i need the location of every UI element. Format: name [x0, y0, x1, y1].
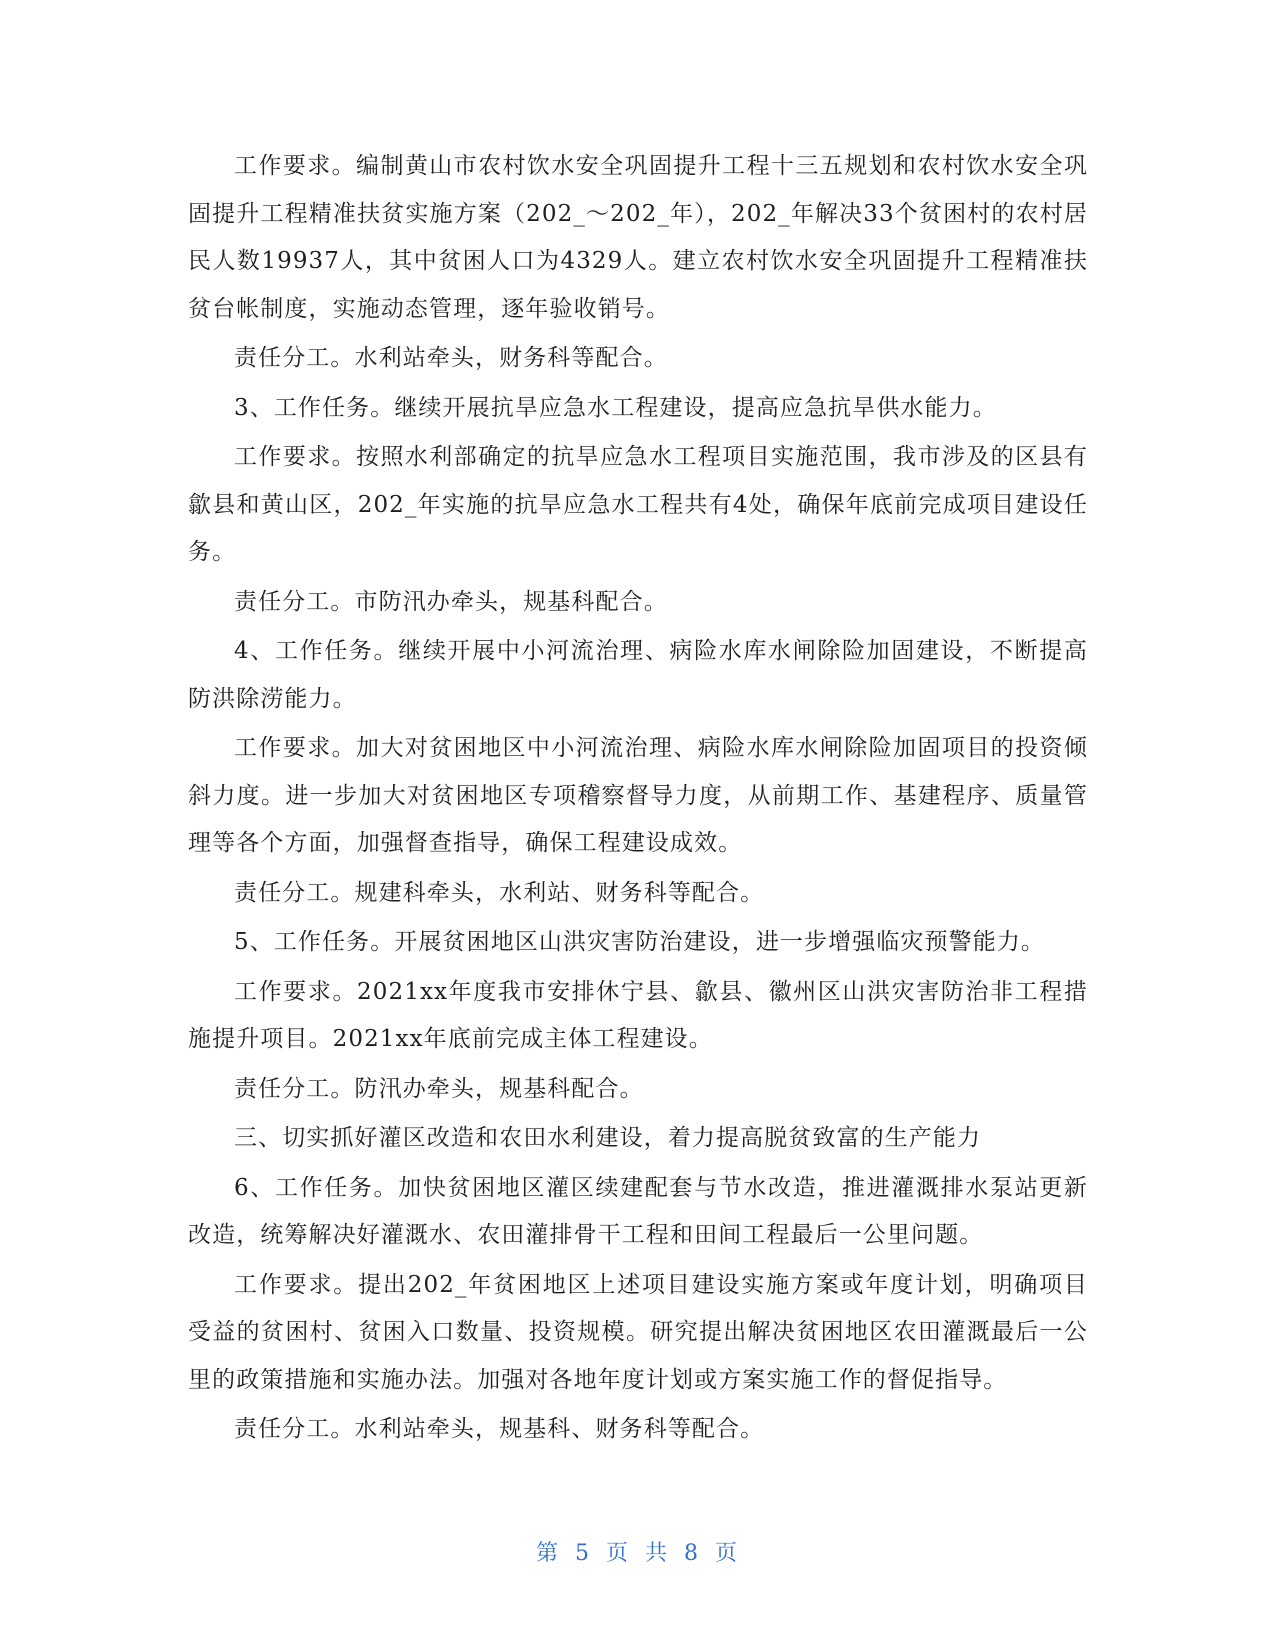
paragraph: 5、工作任务。开展贫困地区山洪灾害防治建设，进一步增强临灾预警能力。 — [234, 929, 1046, 955]
paragraph: 4、工作任务。继续开展中小河流治理、病险水库水闸除险加固建设，不断提高防洪除涝能力。 — [188, 638, 1088, 712]
document-body — [188, 143, 1088, 1456]
paragraph: 责任分工。水利站牵头，规基科、财务科等配合。 — [234, 1416, 765, 1442]
paragraph: 责任分工。市防汛办牵头，规基科配合。 — [234, 588, 668, 615]
paragraph: 工作要求。按照水利部确定的抗旱应急水工程项目实施范围，我市涉及的区县有歙县和黄山区，202_年实施的抗旱应急水工程共有4处，确保年底前完成项目建设任务。 — [188, 444, 1088, 565]
section-heading: 三、切实抓好灌区改造和农田水利建设，着力提高脱贫致富的生产能力 — [234, 1125, 982, 1151]
paragraph: 工作要求。提出202_年贫困地区上述项目建设实施方案或年度计划，明确项目受益的贫困村、贫困入口数量、投资规模。研究提出解决贫困地区农田灌溉最后一公里的政策措施和实施办法。加强对各地年度计划或方案实施工作的督促指导。 — [188, 1271, 1088, 1393]
paragraph: 3、工作任务。继续开展抗旱应急水工程建设，提高应急抗旱供水能力。 — [234, 394, 997, 421]
paragraph: 工作要求。编制黄山市农村饮水安全巩固提升工程十三五规划和农村饮水安全巩固提升工程精准扶贫实施方案（202_～202_年），202_年解决33个贫困村的农村居民人数19937人，其中贫困人口为4329人。建立农村饮水安全巩固提升工程精准扶贫台帐制度，实施动态管理，逐年验收销号。 — [188, 153, 1088, 322]
paragraph: 责任分工。水利站牵头，财务科等配合。 — [234, 345, 668, 371]
paragraph: 6、工作任务。加快贫困地区灌区续建配套与节水改造，推进灌溉排水泵站更新改造，统筹解决好灌溉水、农田灌排骨干工程和田间工程最后一公里问题。 — [188, 1174, 1088, 1248]
paragraph: 责任分工。防汛办牵头，规基科配合。 — [234, 1075, 644, 1102]
page-number-footer: 第 5 页 共 8 页 — [536, 1541, 739, 1566]
paragraph: 责任分工。规建科牵头，水利站、财务科等配合。 — [234, 879, 765, 906]
paragraph: 工作要求。加大对贫困地区中小河流治理、病险水库水闸除险加固项目的投资倾斜力度。进一步加大对贫困地区专项稽察督导力度，从前期工作、基建程序、质量管理等各个方面，加强督查指导，确保工程建设成效。 — [188, 735, 1088, 856]
paragraph: 工作要求。2021xx年度我市安排休宁县、歙县、徽州区山洪灾害防治非工程措施提升项目。2021xx年底前完成主体工程建设。 — [188, 978, 1088, 1052]
